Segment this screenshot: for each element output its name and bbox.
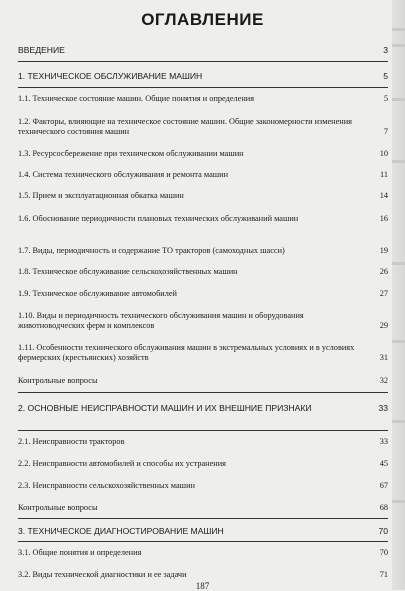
section-divider [18,61,388,62]
toc-entry [18,246,388,256]
toc-entry-page: 16 [379,214,388,223]
bleed-line [392,420,405,423]
toc-entry [18,267,388,277]
toc-entry-page: 19 [379,246,388,255]
toc-entry-page: 29 [379,321,388,330]
toc-entry-text: 2.3. Неисправности сельскохозяйственных машин [18,481,195,490]
toc-entry [18,376,388,386]
toc-entry-text: 3.1. Общие понятия и определения [18,548,142,557]
bleed-line [392,340,405,343]
toc-entry-page: 31 [379,353,388,362]
toc-entry [18,343,388,363]
bleed-line [392,262,405,265]
toc-entry-page: 33 [378,403,388,413]
toc-entry [18,191,388,201]
toc-entry-chapter-1 [18,71,388,82]
section-divider [18,87,388,88]
bleed-line [392,98,405,101]
toc-entry-page: 10 [379,149,388,158]
toc-entry-text: 2.2. Неисправности автомобилей и способы их устранения [18,459,226,468]
toc-entry-text: 1.8. Техническое обслуживание сельскохозяйственных машин [18,267,238,276]
toc-entry [18,170,388,180]
toc-entry-page: 5 [383,94,388,103]
toc-entry [18,548,388,558]
toc-entry-page: 71 [379,570,388,579]
toc-entry-page: 45 [379,459,388,468]
toc-entry [18,289,388,299]
toc-entry-chapter-3 [18,526,388,537]
toc-entry-text: 1.1. Техническое состояние машин. Общие понятия и определения [18,94,255,103]
toc-entry-text: Контрольные вопросы [18,503,98,512]
toc-entry [18,117,388,137]
section-divider [18,430,388,431]
toc-entry [18,311,388,331]
toc-entry [18,149,388,159]
toc-entry-text: 1.9. Техническое обслуживание автомобилей [18,289,177,298]
toc-entry-page: 32 [379,376,388,385]
toc-entry-page: 26 [379,267,388,276]
toc-entry [18,437,388,447]
toc-entry-page: 68 [379,503,388,512]
toc-entry-page: 67 [379,481,388,490]
toc-entry-text: 1. ТЕХНИЧЕСКОЕ ОБСЛУЖИВАНИЕ МАШИН [18,71,203,81]
toc-entry-page: 11 [380,170,388,179]
toc-entry-page: 33 [379,437,388,446]
toc-entry-text: 1.2. Факторы, влияющие на техническое состояние машин. Общие закономерности изменения технического состояния машин [18,117,352,136]
section-divider [18,541,388,542]
toc-entry [18,214,388,224]
bleed-line [392,160,405,163]
toc-entry-text: 1.6. Обоснование периодичности плановых технических обслуживаний машин [18,214,299,223]
toc-entry [18,459,388,469]
section-divider [18,518,388,519]
toc-entry [18,570,388,580]
toc-entry-page: 27 [379,289,388,298]
toc-entry-chapter-2 [18,403,388,414]
toc-entry-text: 3. ТЕХНИЧЕСКОЕ ДИАГНОСТИРОВАНИЕ МАШИН [18,526,224,536]
toc-entry-page: 70 [378,526,388,536]
bleed-line [392,44,405,47]
toc-entry-page: 3 [383,45,388,55]
toc-entry-page: 7 [383,127,388,136]
toc-entry-page: 14 [379,191,388,200]
toc-entry-text: 2.1. Неисправности тракторов [18,437,125,446]
toc-entry-page: 70 [379,548,388,557]
toc-entry-text: 1.4. Система технического обслуживания и ремонта машин [18,170,229,179]
toc-entry-text: 1.3. Ресурсосбережение при техническом обслуживании машин [18,149,244,158]
toc-entry-intro [18,45,388,56]
page-number: 187 [195,581,210,591]
toc-entry-text: 2. ОСНОВНЫЕ НЕИСПРАВНОСТИ МАШИН И ИХ ВНЕШНИЕ ПРИЗНАКИ [18,403,312,413]
section-divider [18,392,388,393]
toc-entry-text: 1.7. Виды, периодичность и содержание ТО тракторов (самоходных шасси) [18,246,285,255]
toc-entry [18,481,388,491]
bleed-line [392,500,405,503]
toc-entry-text: 1.5. Прием и эксплуатационная обкатка машин [18,191,184,200]
toc-entry-text: Контрольные вопросы [18,376,98,385]
toc-entry [18,503,388,513]
toc-entry-page: 5 [383,71,388,81]
toc-entry-text: 1.11. Особенности технического обслуживания машин в экстремальных условиях и в условиях фермерских (крестьянских) хозяйств [18,343,355,362]
toc-entry-text: ВВЕДЕНИЕ [18,45,65,55]
toc-entry [18,94,388,104]
toc-entry-text: 3.2. Виды технической диагностики и ее задачи [18,570,187,579]
page-title: ОГЛАВЛЕНИЕ [141,10,264,29]
toc-entry-text: 1.10. Виды и периодичность технического обслуживания машин и оборудования животноводческих ферм и комплексов [18,311,304,330]
